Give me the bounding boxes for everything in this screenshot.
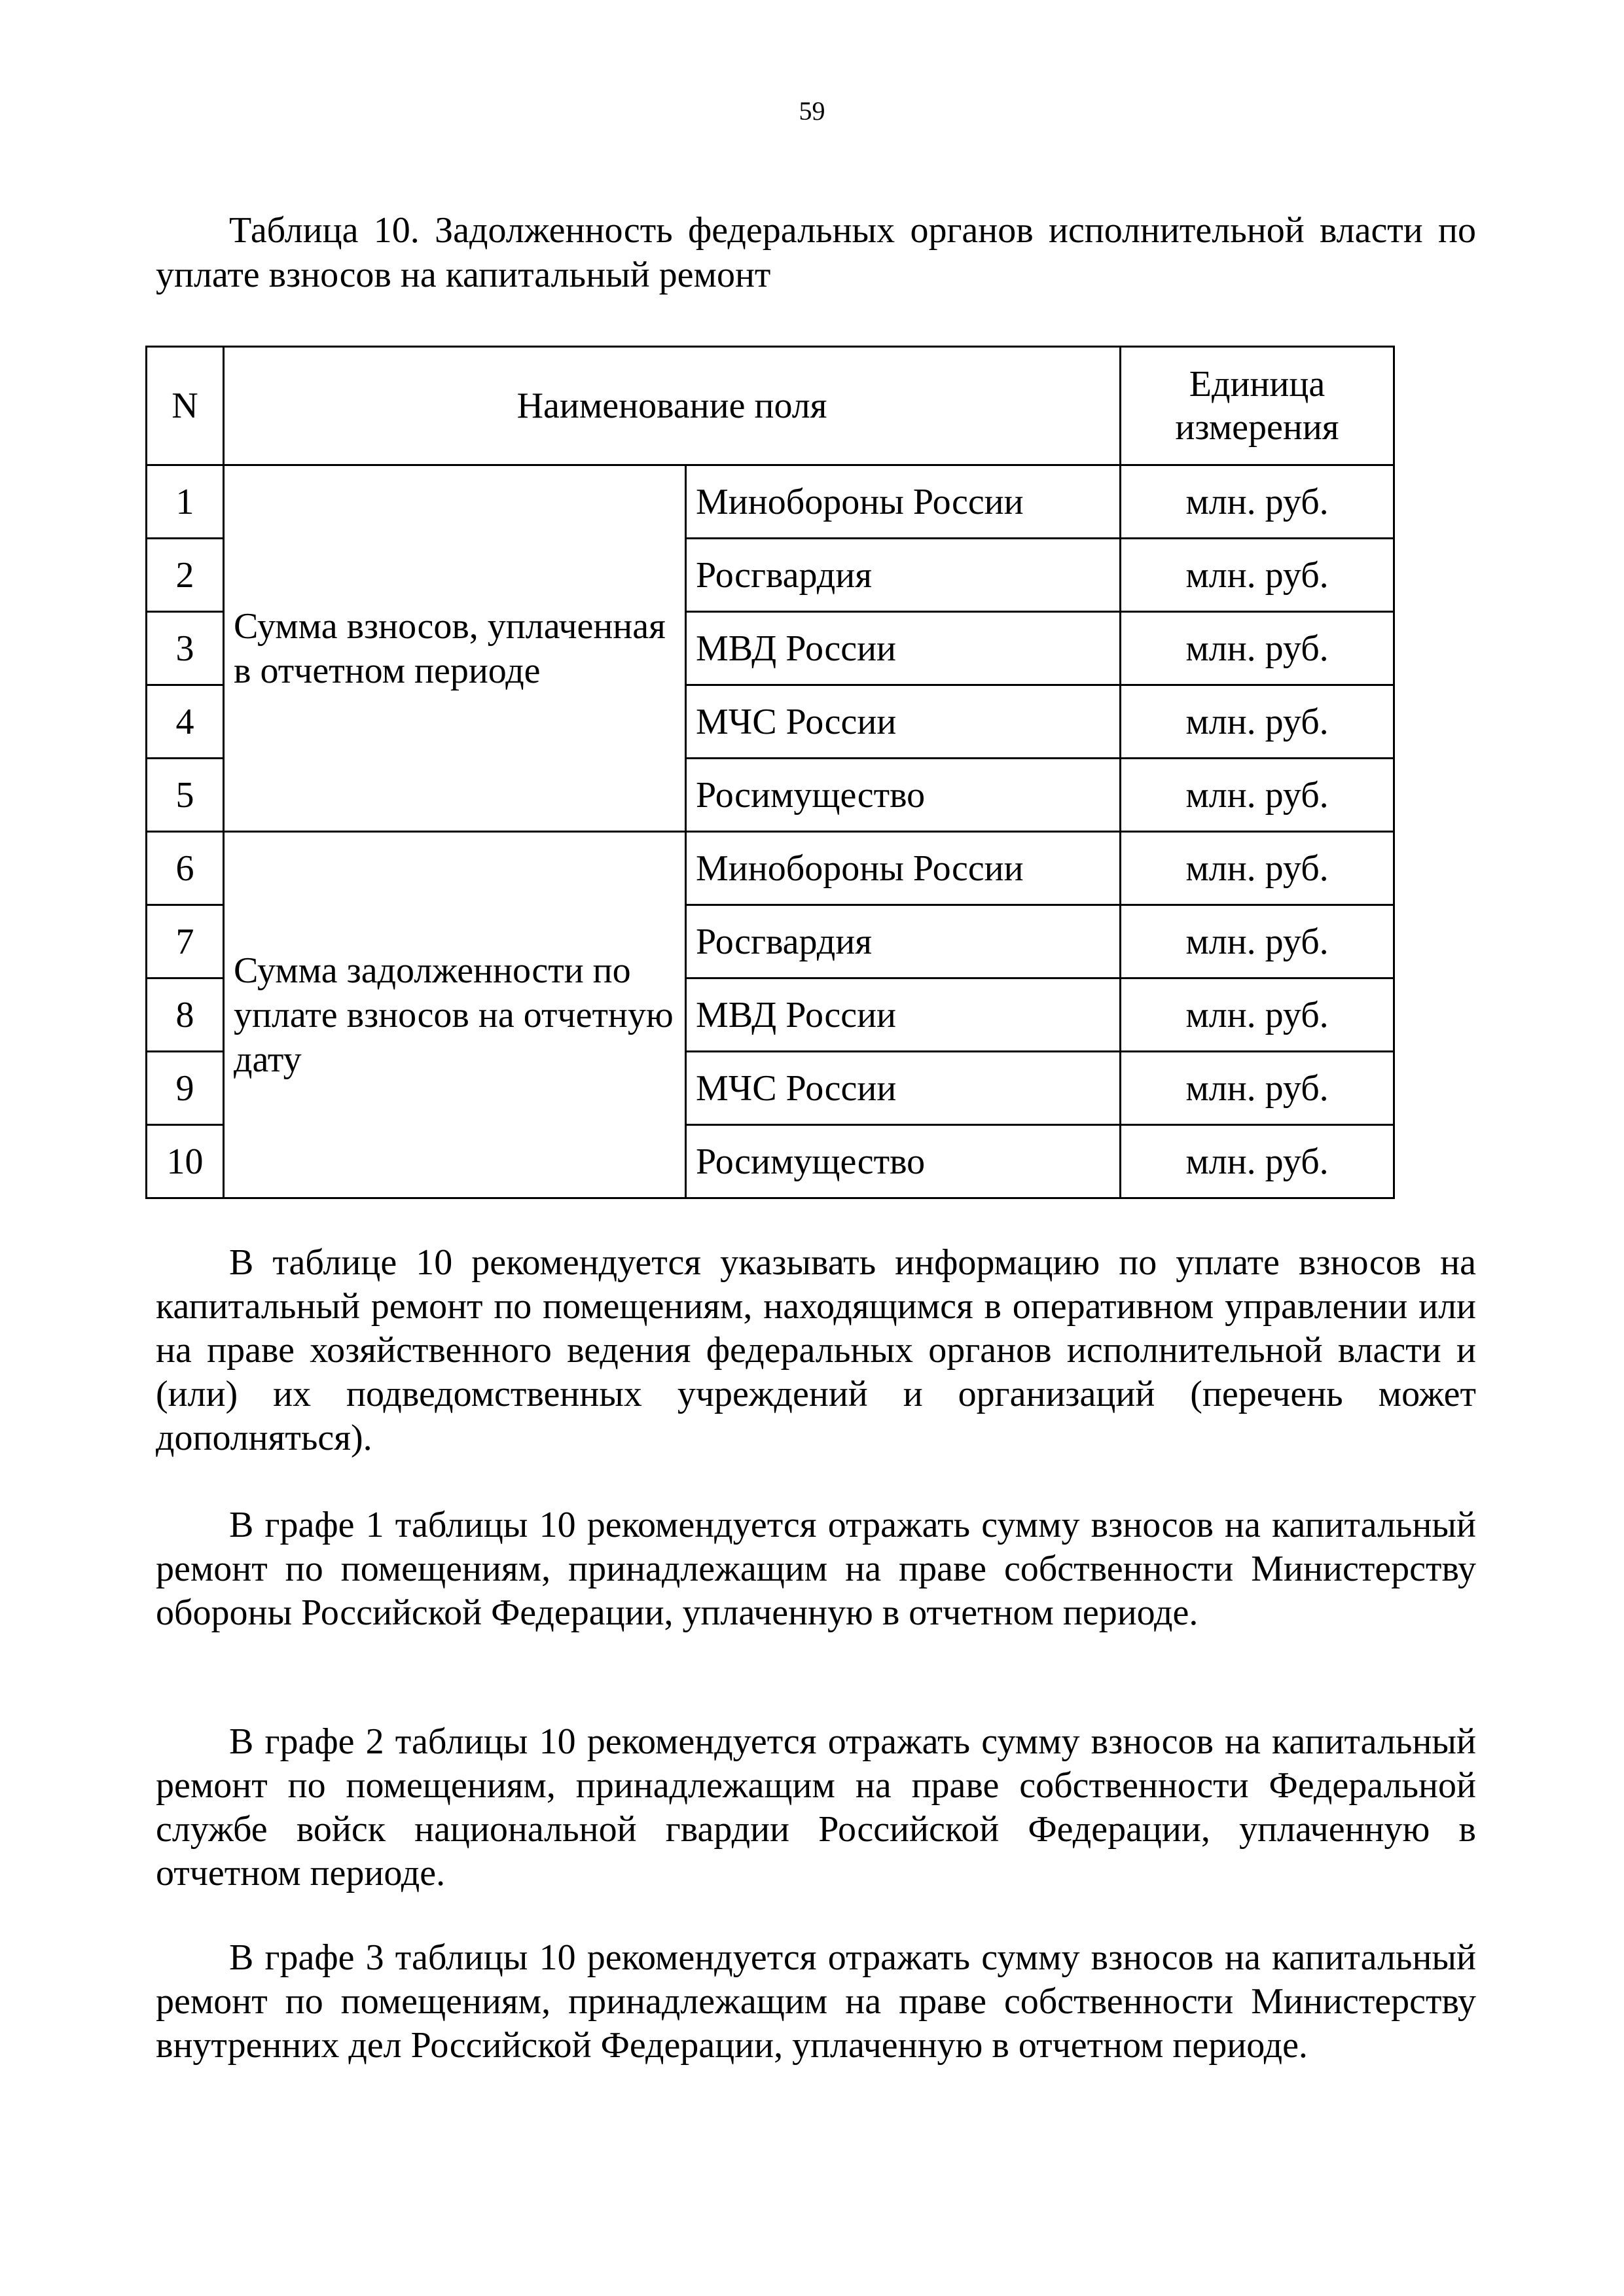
group-label-debt: Сумма задолженности по уплате взносов на отчетную дату <box>224 832 686 1198</box>
table-caption <box>156 208 1476 297</box>
row-org: Росгвардия <box>686 905 1121 978</box>
data-table <box>145 346 1395 1199</box>
table-row <box>147 465 1394 539</box>
group-label-paid: Сумма взносов, уплаченная в отчетном периоде <box>224 465 686 832</box>
header-name: Наименование поля <box>224 347 1121 465</box>
row-unit: млн. руб. <box>1121 1125 1394 1198</box>
table-header-row <box>147 347 1394 465</box>
row-num: 5 <box>147 759 224 832</box>
row-org: Росгвардия <box>686 539 1121 612</box>
row-num: 7 <box>147 905 224 978</box>
row-unit: млн. руб. <box>1121 612 1394 685</box>
paragraph-column-2: В графе 2 таблицы 10 рекомендуется отражать сумму взносов на капитальный ремонт по помещениям, принадлежащим на праве собственности Федеральной службе войск национальной гвардии Российской Федерации, уплаченную в отчетном периоде. <box>156 1721 1476 1893</box>
paragraph-column-3: В графе 3 таблицы 10 рекомендуется отражать сумму взносов на капитальный ремонт по помещениям, принадлежащим на праве собственности Министерству внутренних дел Российской Федерации, уплаченную в отчетном периоде. <box>156 1937 1476 2066</box>
row-unit: млн. руб. <box>1121 1052 1394 1125</box>
row-unit: млн. руб. <box>1121 978 1394 1052</box>
row-unit: млн. руб. <box>1121 832 1394 905</box>
row-org: МЧС России <box>686 1052 1121 1125</box>
row-unit: млн. руб. <box>1121 759 1394 832</box>
row-org: Минобороны России <box>686 465 1121 539</box>
row-org: Росимущество <box>686 759 1121 832</box>
row-unit: млн. руб. <box>1121 905 1394 978</box>
row-org: Росимущество <box>686 1125 1121 1198</box>
row-num: 9 <box>147 1052 224 1125</box>
paragraph-intro: В таблице 10 рекомендуется указывать информацию по уплате взносов на капитальный ремонт по помещениям, находящимся в оперативном управлении или на праве хозяйственного ведения федеральных органов исполнительной власти и (или) их подведомственных учреждений и организаций (перечень может дополняться). <box>156 1242 1476 1458</box>
row-num: 3 <box>147 612 224 685</box>
page-number: 59 <box>799 96 825 126</box>
row-num: 1 <box>147 465 224 539</box>
row-num: 6 <box>147 832 224 905</box>
table-row <box>147 832 1394 905</box>
row-unit: млн. руб. <box>1121 539 1394 612</box>
row-org: МВД России <box>686 612 1121 685</box>
table-caption-label: Таблица 10. <box>229 210 420 251</box>
header-num: N <box>147 347 224 465</box>
row-num: 4 <box>147 685 224 759</box>
row-unit: млн. руб. <box>1121 465 1394 539</box>
row-num: 10 <box>147 1125 224 1198</box>
row-org: МВД России <box>686 978 1121 1052</box>
table-caption-text: Задолженность федеральных органов исполнительной власти по уплате взносов на капитальный ремонт <box>156 210 1477 295</box>
paragraph-column-1: В графе 1 таблицы 10 рекомендуется отражать сумму взносов на капитальный ремонт по помещениям, принадлежащим на праве собственности Министерству обороны Российской Федерации, уплаченную в отчетном периоде. <box>156 1505 1476 1633</box>
row-org: Минобороны России <box>686 832 1121 905</box>
row-num: 2 <box>147 539 224 612</box>
row-org: МЧС России <box>686 685 1121 759</box>
row-unit: млн. руб. <box>1121 685 1394 759</box>
row-num: 8 <box>147 978 224 1052</box>
header-unit: Единица измерения <box>1121 347 1394 465</box>
